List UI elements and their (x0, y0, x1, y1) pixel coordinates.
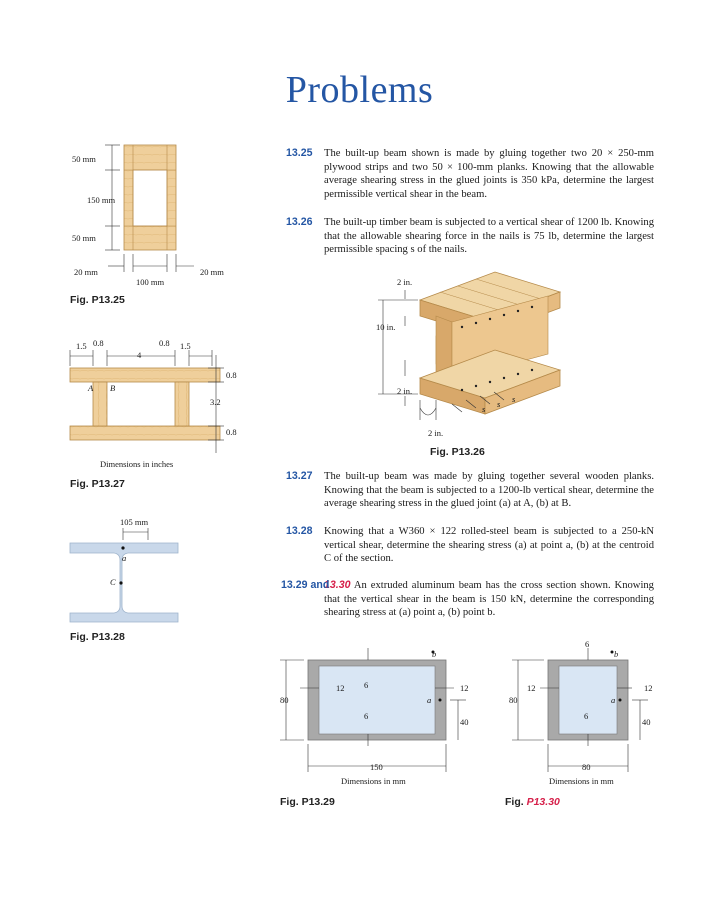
dim-label: 1.5 (180, 341, 191, 351)
dim-label: 6 (584, 711, 589, 721)
fig-caption: Fig. P13.25 (70, 294, 125, 306)
dim-label: 12 (644, 683, 653, 693)
dim-label: 6 (364, 711, 369, 721)
dim-label: 0.8 (159, 338, 170, 348)
dimensions-note: Dimensions in mm (549, 776, 614, 786)
dim-label: 3.2 (210, 397, 221, 407)
point-label-a: a (427, 695, 432, 705)
dim-label: 2 in. (428, 428, 444, 438)
problem-text: The built-up timber beam is subjected to a vertical shear of 1200 lb. Knowing that the allowable shearing force in the nails is 75 lb, determine the largest permissible spacing s of the nails. (324, 217, 654, 256)
dim-label: 12 (336, 683, 345, 693)
dim-label: 2 in. (397, 277, 413, 287)
dim-label: 10 in. (376, 322, 396, 332)
point-label-a: a (611, 695, 616, 705)
dim-label: 80 (509, 695, 518, 705)
dim-label-s: s (482, 404, 486, 414)
fig-p13-30-section (548, 651, 628, 741)
dim-label: 6 (364, 680, 369, 690)
problem-text: The built-up beam shown is made by gluing together two 20 × 250-mm plywood strips and two 50 × 100-mm planks. Knowing that the allowable average shearing stress in the glued joints is 350 kPa, determine the largest permissible vertical shear in the beam. (324, 148, 654, 200)
dim-label: 0.8 (93, 338, 104, 348)
point-label-B: B (110, 383, 116, 393)
fig-caption: Fig. P13.26 (430, 446, 485, 458)
problem-text: Knowing that a W360 × 122 rolled-steel beam is subjected to a 250-kN vertical shear, determine the shearing stress (a) at point a, (b) at the centroid C of the section. (324, 526, 654, 565)
fig-p13-26-beam (420, 272, 560, 414)
dimensions-note: Dimensions in mm (341, 776, 406, 786)
dim-label: 105 mm (120, 517, 149, 527)
problem-number: 13.29 and (281, 579, 330, 591)
problem-number: 13.25 (286, 147, 313, 159)
dim-label: 20 mm (200, 267, 224, 277)
dim-label-s: s (497, 399, 501, 409)
problem-number: 13.27 (286, 470, 313, 482)
fig-caption: Fig. P13.28 (70, 631, 125, 643)
dim-label: 6 (585, 639, 590, 649)
problem-number: 13.26 (286, 216, 313, 228)
point-label-b: b (432, 649, 437, 659)
dim-label: 80 (280, 695, 289, 705)
point-label-b: b (614, 649, 619, 659)
dim-label: 40 (642, 717, 651, 727)
problem-text: An extruded aluminum beam has the cross section shown. Knowing that the vertical shear in the beam is 150 kN, determine the corresponding shearing stress at (a) point a, (b) point b. (324, 580, 654, 619)
dim-label: 40 (460, 717, 469, 727)
dim-label: 12 (460, 683, 469, 693)
dim-label: 150 (370, 762, 383, 772)
dim-label: 50 mm (72, 233, 96, 243)
fig-p13-25-beam (124, 145, 176, 250)
dim-label: 20 mm (74, 267, 98, 277)
dim-label: 4 (137, 350, 142, 360)
dim-label: 100 mm (136, 277, 165, 287)
dim-label: 150 mm (87, 195, 116, 205)
fig-p13-27-section (70, 368, 220, 440)
problem-number-red: 13.30 (324, 579, 351, 591)
fig-caption: Fig. P13.29 (280, 796, 335, 808)
problem-number: 13.28 (286, 525, 313, 537)
fig-caption: Fig. P13.30 (505, 796, 560, 808)
dim-label-s: s (512, 394, 516, 404)
point-label-C: C (110, 577, 116, 587)
dim-label: 2 in. (397, 386, 413, 396)
dim-label: 12 (527, 683, 536, 693)
dimensions-note: Dimensions in inches (100, 459, 174, 469)
dim-label: 0.8 (226, 370, 237, 380)
dim-label: 0.8 (226, 427, 237, 437)
page-title: Problems (285, 69, 434, 111)
point-label-A: A (88, 383, 94, 393)
point-label-a: a (122, 553, 127, 563)
dim-label: 80 (582, 762, 591, 772)
fig-p13-29-section (308, 651, 446, 741)
dim-label: 50 mm (72, 154, 96, 164)
dim-label: 1.5 (76, 341, 87, 351)
fig-p13-28-dim-lines (123, 528, 148, 540)
problem-text: The built-up beam was made by gluing together several wooden planks. Knowing that the beam is subjected to a 1200-lb vertical shear, determine the average shearing stress in the glued joint (a) at A, (b) at B. (324, 471, 654, 510)
fig-caption: Fig. P13.27 (70, 478, 125, 490)
